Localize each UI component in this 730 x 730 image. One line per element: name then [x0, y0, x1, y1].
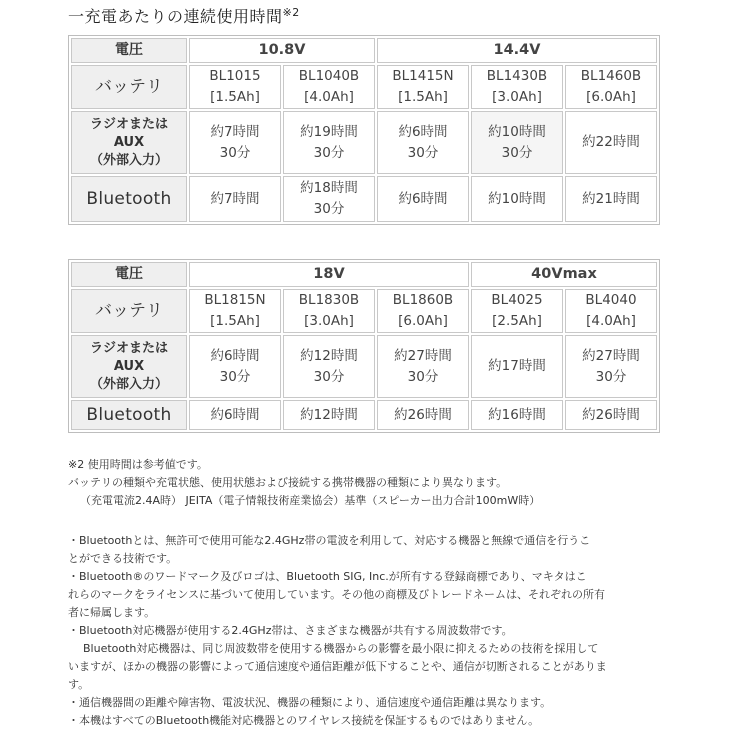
- runtime-cell: 約10時間: [471, 176, 563, 222]
- runtime-cell: 約12時間 30分: [283, 335, 375, 398]
- battery-cell: BL1830B [3.0Ah]: [283, 289, 375, 333]
- voltage-18v: 18V: [189, 262, 469, 287]
- voltage-header: 電圧: [71, 262, 187, 287]
- battery-header: バッテリ: [71, 65, 187, 109]
- bluetooth-note: ・Bluetoothとは、無許可で使用可能な2.4GHz帯の電波を利用して、対応する機器と無線で通信を行うこ: [68, 534, 591, 547]
- battery-cell: BL1040B [4.0Ah]: [283, 65, 375, 109]
- bluetooth-note: ・通信機器間の距離や障害物、電波状況、機器の種類により、通信速度や通信距離は異なります。: [68, 696, 552, 709]
- runtime-cell: 約6時間: [189, 400, 281, 430]
- runtime-cell: 約26時間: [377, 400, 469, 430]
- note-2-title: ※2 使用時間は参考値です。: [68, 458, 208, 471]
- runtime-cell: 約18時間 30分: [283, 176, 375, 222]
- runtime-cell: 約26時間: [565, 400, 657, 430]
- runtime-cell: 約6時間 30分: [377, 111, 469, 174]
- voltage-row: [71, 262, 657, 287]
- battery-cell: BL4040 [4.0Ah]: [565, 289, 657, 333]
- title-note-mark: ※2: [282, 6, 300, 19]
- voltage-header: 電圧: [71, 38, 187, 63]
- battery-cell: BL1460B [6.0Ah]: [565, 65, 657, 109]
- battery-cell: BL1015 [1.5Ah]: [189, 65, 281, 109]
- runtime-cell: 約16時間: [471, 400, 563, 430]
- bluetooth-note: れらのマークをライセンスに基づいて使用しています。その他の商標及びトレードネームは、それぞれの所有: [68, 588, 606, 601]
- bluetooth-note: いますが、ほかの機器の影響によって通信速度や通信距離が低下することや、通信が切断されることがありま: [68, 660, 607, 673]
- bluetooth-header: Bluetooth: [71, 400, 187, 430]
- battery-row: [71, 65, 657, 109]
- voltage-40vmax: 40Vmax: [471, 262, 657, 287]
- radio-aux-row: [71, 111, 657, 174]
- battery-header: バッテリ: [71, 289, 187, 333]
- runtime-cell: 約7時間: [189, 176, 281, 222]
- runtime-cell: 約6時間 30分: [189, 335, 281, 398]
- bluetooth-note: ・Bluetooth対応機器が使用する2.4GHz帯は、さまざまな機器が共有する周波数帯です。: [68, 624, 513, 637]
- bluetooth-note: ・本機はすべてのBluetooth機能対応機器とのワイヤレス接続を保証するものではありません。: [68, 714, 540, 727]
- radio-aux-row: [71, 335, 657, 398]
- page-title: 一充電あたりの連続使用時間$^{※2}$: [68, 6, 300, 26]
- voltage-row: [71, 38, 657, 63]
- battery-row: [71, 289, 657, 333]
- runtime-cell: 約6時間: [377, 176, 469, 222]
- bluetooth-note: す。: [68, 678, 90, 691]
- runtime-table-1: [68, 35, 660, 225]
- bluetooth-row: [71, 400, 657, 430]
- runtime-cell: 約10時間 30分: [471, 111, 563, 174]
- runtime-cell: 約19時間 30分: [283, 111, 375, 174]
- battery-cell: BL1415N [1.5Ah]: [377, 65, 469, 109]
- battery-cell: BL1860B [6.0Ah]: [377, 289, 469, 333]
- bluetooth-header: Bluetooth: [71, 176, 187, 222]
- bluetooth-note: とができる技術です。: [68, 552, 178, 565]
- runtime-cell: 約27時間 30分: [565, 335, 657, 398]
- runtime-cell: 約17時間: [471, 335, 563, 398]
- runtime-cell: 約27時間 30分: [377, 335, 469, 398]
- runtime-cell: 約7時間 30分: [189, 111, 281, 174]
- runtime-cell: 約21時間: [565, 176, 657, 222]
- battery-cell: BL4025 [2.5Ah]: [471, 289, 563, 333]
- bluetooth-note: Bluetooth対応機器は、同じ周波数帯を使用する機器からの影響を最小限に抑えるための技術を採用して: [83, 642, 599, 655]
- voltage-14-4v: 14.4V: [377, 38, 657, 63]
- note-2-line: （充電電流2.4A時） JEITA（電子情報技術産業協会）基準（スピーカー出力合計100mW時）: [80, 494, 541, 507]
- runtime-cell: 約12時間: [283, 400, 375, 430]
- bluetooth-row: [71, 176, 657, 222]
- radio-aux-header: ラジオまたは AUX （外部入力）: [71, 335, 187, 398]
- note-2-line: バッテリの種類や充電状態、使用状態および接続する携帯機器の種類により異なります。: [68, 476, 508, 489]
- bluetooth-note: 者に帰属します。: [68, 606, 156, 619]
- bluetooth-note: ・Bluetooth®のワードマーク及びロゴは、Bluetooth SIG, Inc.が所有する登録商標であり、マキタはこ: [68, 570, 587, 583]
- battery-cell: BL1815N [1.5Ah]: [189, 289, 281, 333]
- radio-aux-header: ラジオまたは AUX （外部入力）: [71, 111, 187, 174]
- voltage-10-8v: 10.8V: [189, 38, 375, 63]
- runtime-table-2: [68, 259, 660, 433]
- battery-cell: BL1430B [3.0Ah]: [471, 65, 563, 109]
- footnotes: [68, 456, 668, 730]
- runtime-cell: 約22時間: [565, 111, 657, 174]
